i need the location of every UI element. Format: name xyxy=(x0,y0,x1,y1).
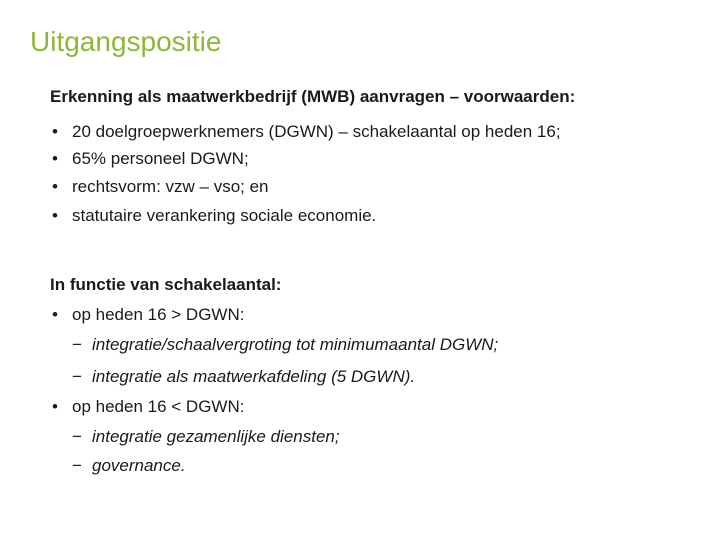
list-item xyxy=(50,204,700,228)
dash-icon: − xyxy=(72,456,82,475)
page-title: Uitgangspositie xyxy=(30,26,222,57)
list-item-text: op heden 16 < DGWN: xyxy=(72,397,245,416)
requirements-heading: Erkenning als maatwerkbedrijf (MWB) aanvragen – voorwaarden: xyxy=(50,87,576,106)
list-item-text: rechtsvorm: vzw – vso; en xyxy=(72,177,269,196)
list-item-text: 65% personeel DGWN; xyxy=(72,149,249,168)
sub-list-item xyxy=(50,333,700,357)
sub-list-item xyxy=(50,365,700,389)
list-item xyxy=(50,175,700,199)
bullet-icon: • xyxy=(52,206,58,225)
sub-list-item xyxy=(50,425,700,449)
bullet-icon: • xyxy=(52,305,58,324)
threshold-heading: In functie van schakelaantal: xyxy=(50,275,282,294)
sub-list-item-text: integratie als maatwerkafdeling (5 DGWN). xyxy=(92,367,416,386)
bullet-icon: • xyxy=(52,149,58,168)
list-item-text: statutaire verankering sociale economie. xyxy=(72,206,377,225)
sub-list-item-text: integratie/schaalvergroting tot minimumaantal DGWN; xyxy=(92,335,499,354)
list-item-text: 20 doelgroepwerknemers (DGWN) – schakelaantal op heden 16; xyxy=(72,122,561,141)
sub-list-item xyxy=(50,454,700,478)
sub-list-item-text: governance. xyxy=(92,456,186,475)
dash-icon: − xyxy=(72,427,82,446)
bullet-icon: • xyxy=(52,122,58,141)
list-item xyxy=(50,303,700,327)
bullet-icon: • xyxy=(52,397,58,416)
list-item-text: op heden 16 > DGWN: xyxy=(72,305,245,324)
list-item xyxy=(50,120,700,144)
list-item xyxy=(50,147,700,171)
sub-list-item-text: integratie gezamenlijke diensten; xyxy=(92,427,340,446)
list-item xyxy=(50,395,700,419)
bullet-icon: • xyxy=(52,177,58,196)
dash-icon: − xyxy=(72,367,82,386)
dash-icon: − xyxy=(72,335,82,354)
